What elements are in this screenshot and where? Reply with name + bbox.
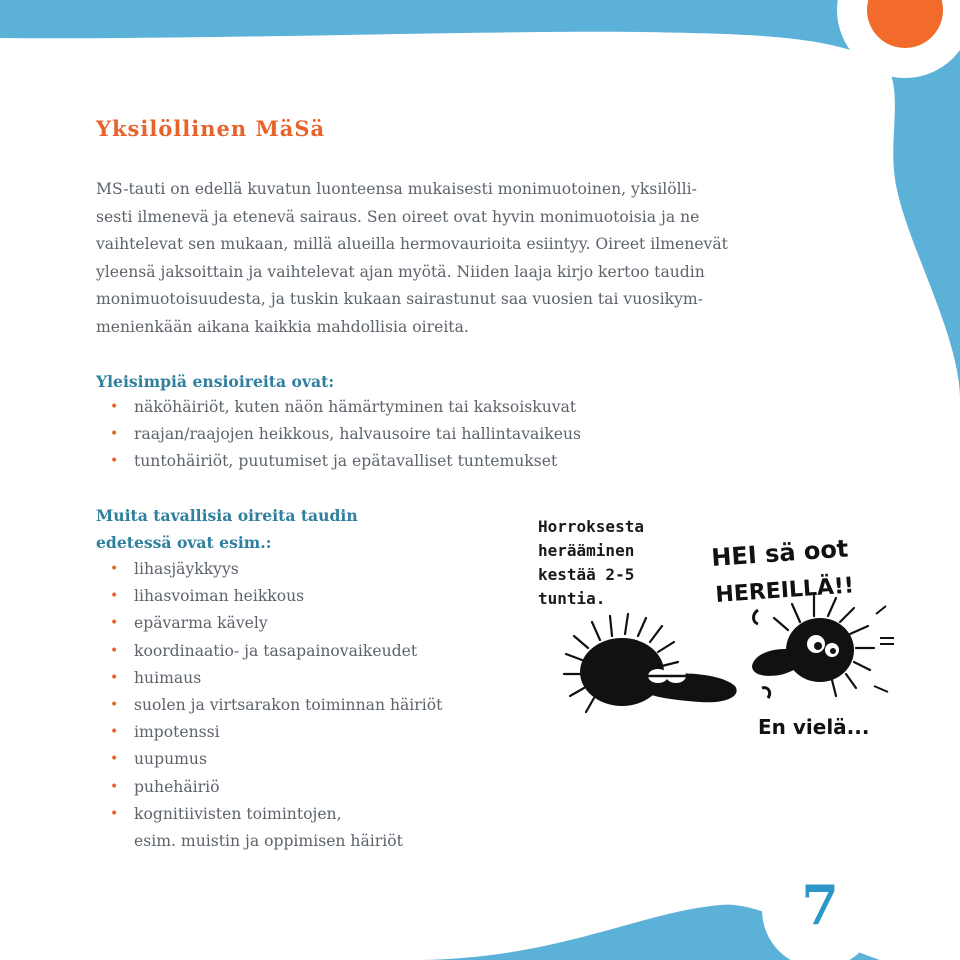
- list-item: • suolen ja virtsarakon toiminnan häiriöt: [96, 692, 442, 719]
- list-item: • puhehäiriö: [96, 774, 442, 801]
- list-item: • koordinaatio- ja tasapainovaikeudet: [96, 638, 442, 665]
- intro-line: vaihtelevat sen mukaan, millä alueilla hermovaurioita esiintyy. Oireet ilmenevät: [96, 235, 728, 253]
- bullet-icon: •: [110, 615, 119, 632]
- caption-line: Horroksesta: [538, 517, 644, 536]
- first-symptoms-heading: Yleisimpiä ensioireita ovat:: [96, 372, 335, 391]
- bullet-icon: •: [110, 751, 119, 768]
- bullet-icon: •: [110, 399, 119, 415]
- intro-paragraph: [96, 176, 746, 341]
- bullet-icon: •: [110, 805, 119, 822]
- intro-line: monimuotoisuudesta, ja tuskin kukaan sairastunut saa vuosien tai vuosikym-: [96, 290, 703, 308]
- awake-hedgehog-icon: [752, 596, 894, 698]
- other-symptoms-list: [96, 556, 442, 855]
- list-item: • uupumus: [96, 746, 442, 773]
- bullet-icon: •: [110, 453, 119, 470]
- bullet-icon: •: [110, 724, 119, 741]
- list-item: • lihasvoiman heikkous: [96, 583, 442, 610]
- sleeping-hedgehog-icon: [564, 614, 737, 712]
- intro-line: sesti ilmenevä ja etenevä sairaus. Sen oireet ovat hyvin monimuotoisia ja ne: [96, 207, 700, 226]
- bullet-icon: •: [110, 426, 119, 443]
- page-number: 7: [801, 873, 839, 937]
- intro-line: menienkään aikana kaikkia mahdollisia oireita.: [96, 317, 469, 336]
- hedgehog-cartoon: [530, 510, 930, 750]
- bullet-icon: •: [110, 588, 119, 605]
- bullet-icon: •: [110, 642, 119, 659]
- list-item-continuation: esim. muistin ja oppimisen häiriöt: [134, 832, 403, 851]
- list-item: • lihasjäykkyys: [96, 556, 442, 583]
- list-item: • huimaus: [96, 665, 442, 692]
- speech-en-viela: En vielä...: [758, 715, 870, 739]
- intro-line: MS-tauti on edellä kuvatun luonteensa mukaisesti monimuotoinen, yksilölli-: [96, 180, 697, 198]
- list-item: • tuntohäiriöt, puutumiset ja epätavalliset tuntemukset: [96, 448, 581, 475]
- other-symptoms-heading: Muita tavallisia oireita taudin edetessä ovat esim.:: [96, 506, 358, 552]
- first-symptoms-list: [96, 394, 581, 476]
- bullet-icon: •: [110, 669, 119, 686]
- speech-hei: HEI sä oot: [710, 534, 850, 572]
- caption-line: herääminen: [538, 541, 635, 560]
- bullet-icon: •: [110, 561, 119, 577]
- list-item: • epävarma kävely: [96, 610, 442, 637]
- bullet-icon: •: [110, 697, 119, 714]
- caption-line: kestää 2-5: [538, 565, 635, 584]
- speech-hereilla: HEREILLÄ!!: [714, 573, 855, 608]
- list-item: • impotenssi: [96, 719, 442, 746]
- bullet-icon: •: [110, 778, 119, 795]
- caption-line: tuntia.: [538, 589, 606, 608]
- list-item: • näköhäiriöt, kuten näön hämärtyminen tai kaksoiskuvat: [96, 394, 581, 421]
- list-item: • raajan/raajojen heikkous, halvausoire tai hallintavaikeus: [96, 421, 581, 448]
- page-title: Yksilöllinen MäSä: [96, 116, 326, 141]
- list-item: • kognitiivisten toimintojen,: [96, 801, 442, 828]
- intro-line: yleensä jaksoittain ja vaihtelevat ajan myötä. Niiden laaja kirjo kertoo taudin: [96, 262, 705, 281]
